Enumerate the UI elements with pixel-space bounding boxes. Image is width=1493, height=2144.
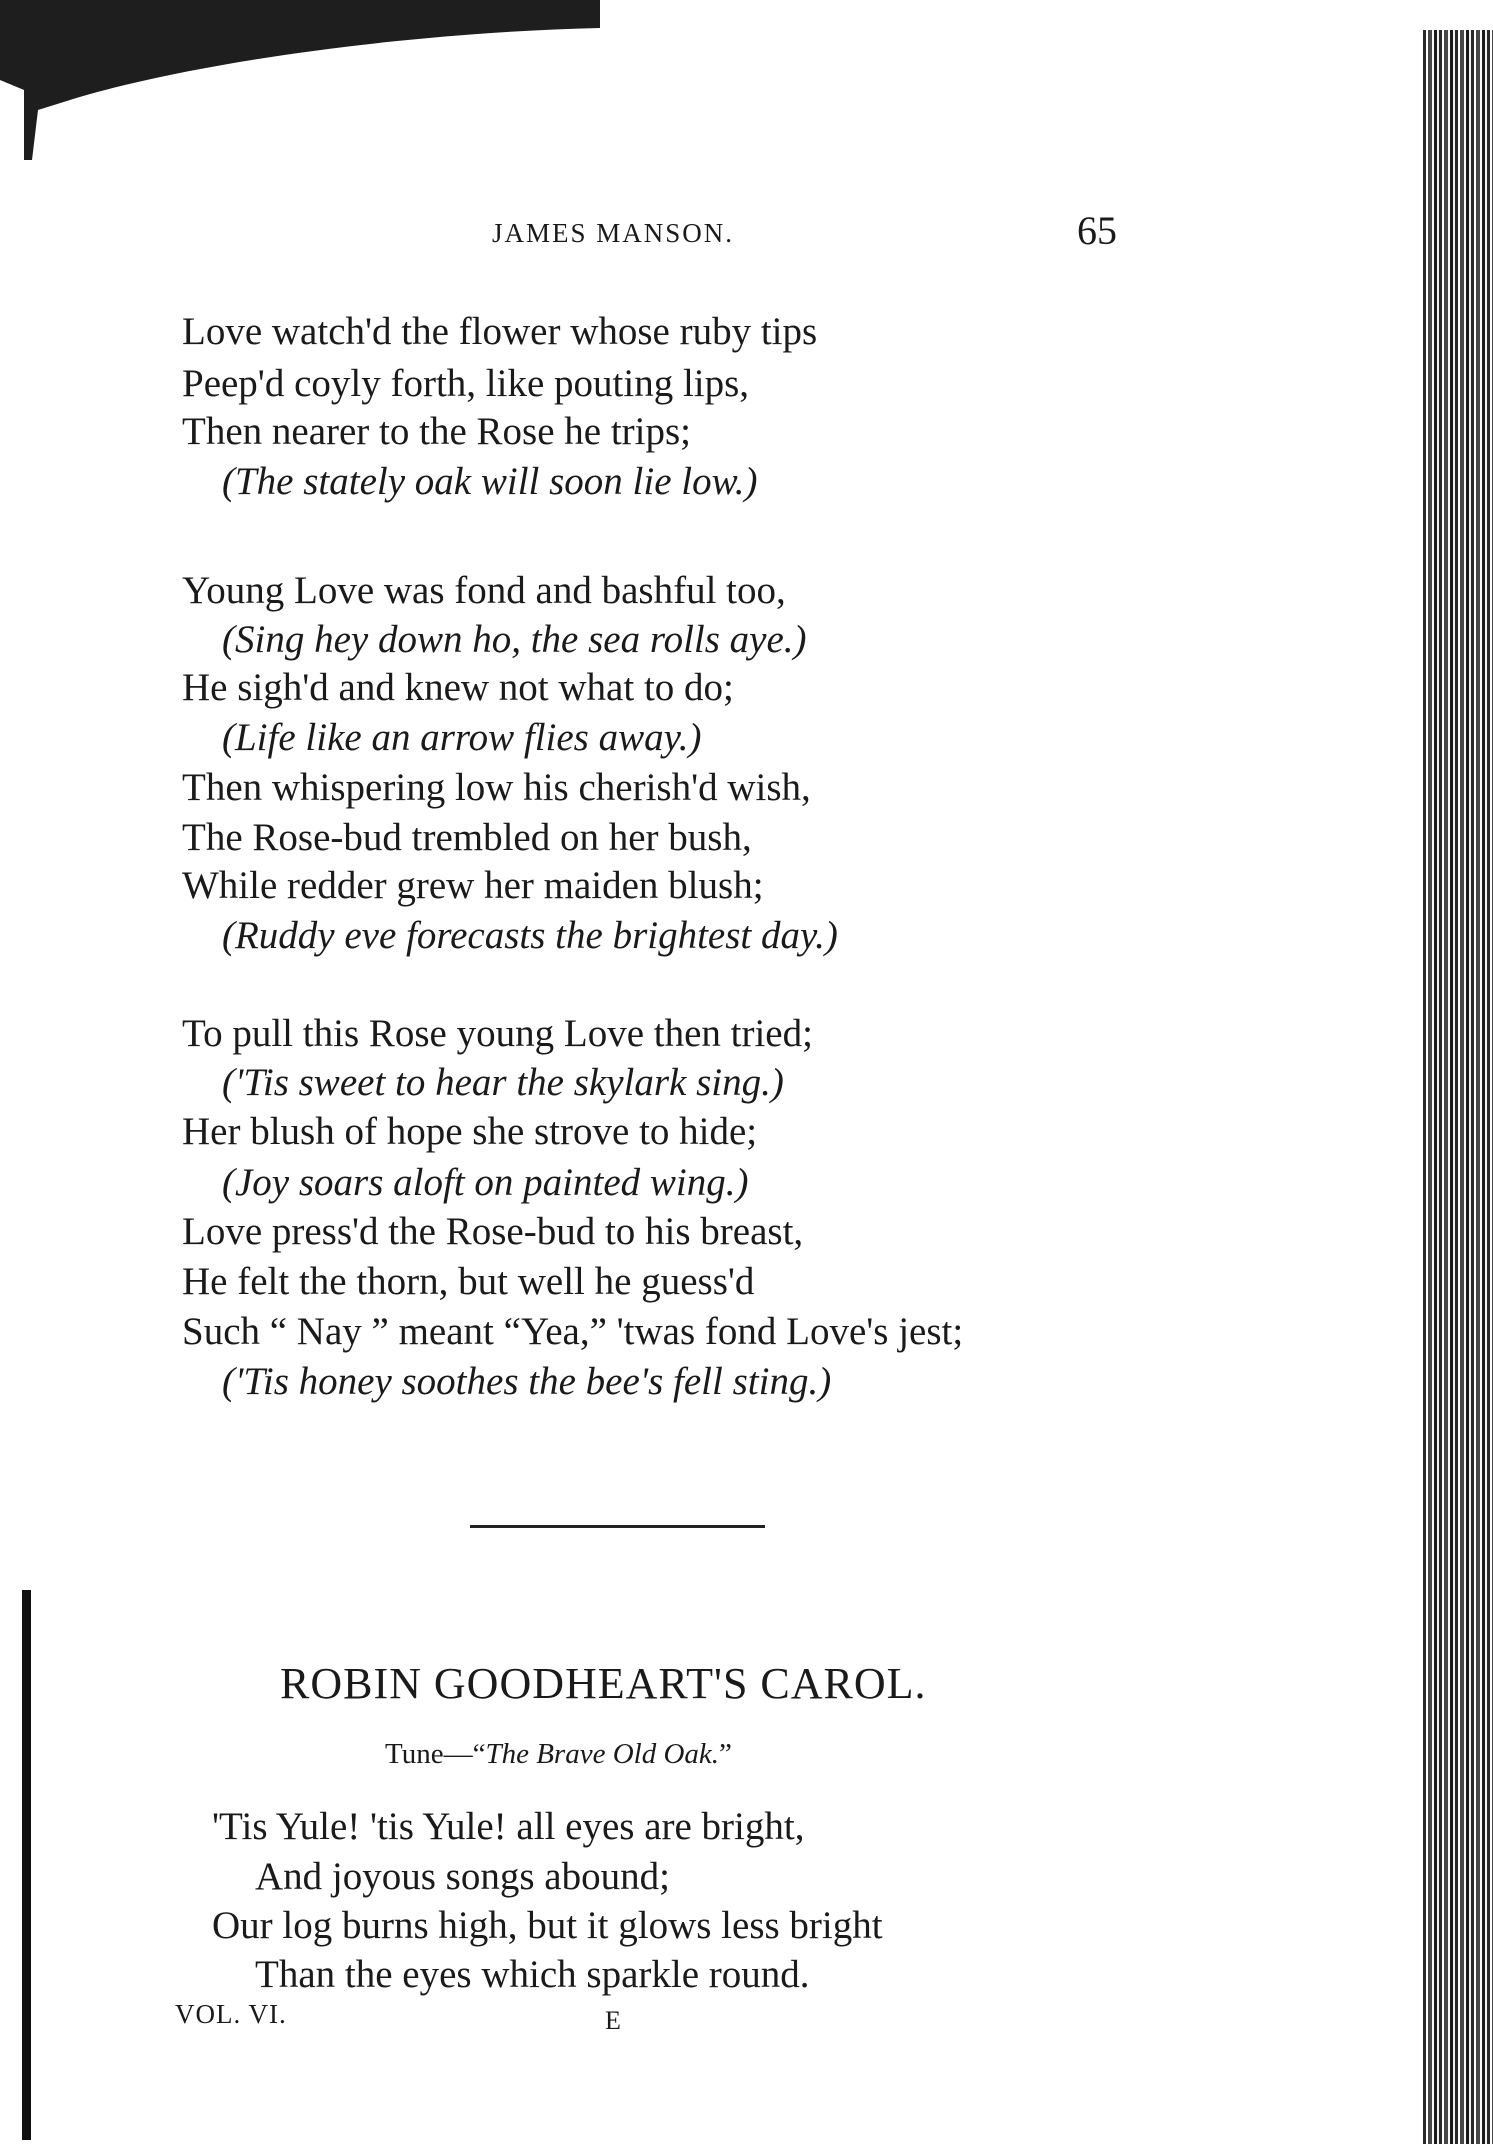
page-edge-strip: [1423, 30, 1493, 2144]
poem-line: And joyous songs abound;: [255, 1855, 670, 1898]
tune-suffix: ”: [719, 1738, 732, 1770]
refrain-line: ('Tis sweet to hear the skylark sing.): [222, 1061, 784, 1104]
binding-edge-mark: [22, 1590, 31, 2140]
running-title: JAMES MANSON.: [492, 218, 735, 248]
refrain-line: (Ruddy eve forecasts the brightest day.): [222, 914, 838, 957]
poem-line: While redder grew her maiden blush;: [182, 864, 764, 907]
poem-line: Love press'd the Rose-bud to his breast,: [182, 1210, 804, 1253]
refrain-line: (Life like an arrow flies away.): [222, 716, 702, 759]
tune-prefix: Tune—“: [385, 1738, 486, 1770]
tune-line: [385, 1738, 732, 1771]
poem-line: He felt the thorn, but well he guess'd: [182, 1260, 755, 1303]
poem-line: Such “ Nay ” meant “Yea,” 'twas fond Love's jest;: [182, 1310, 964, 1353]
refrain-line: (Joy soars aloft on painted wing.): [222, 1161, 749, 1204]
poem-line: Then nearer to the Rose he trips;: [182, 410, 691, 453]
scan-shadow-corner: [0, 0, 600, 160]
tune-name: The Brave Old Oak.: [485, 1738, 720, 1770]
poem-line: Her blush of hope she strove to hide;: [182, 1110, 758, 1153]
refrain-line: (The stately oak will soon lie low.): [222, 460, 758, 503]
poem-line: Then whispering low his cherish'd wish,: [182, 766, 811, 809]
refrain-line: ('Tis honey soothes the bee's fell sting.): [222, 1360, 832, 1403]
gathering-signature: E: [605, 2006, 621, 2035]
poem-line: Peep'd coyly forth, like pouting lips,: [182, 362, 750, 405]
section-divider: [470, 1525, 765, 1528]
poem-line: To pull this Rose young Love then tried;: [182, 1012, 813, 1055]
poem-line: He sigh'd and knew not what to do;: [182, 666, 734, 709]
poem-line: The Rose-bud trembled on her bush,: [182, 816, 752, 859]
song-title: ROBIN GOODHEART'S CAROL.: [280, 1659, 927, 1708]
poem-line: Love watch'd the flower whose ruby tips: [182, 310, 818, 353]
page-number: 65: [1077, 208, 1117, 253]
poem-line: Young Love was fond and bashful too,: [182, 569, 786, 612]
poem-line: Than the eyes which sparkle round.: [255, 1953, 810, 1996]
refrain-line: (Sing hey down ho, the sea rolls aye.): [222, 618, 807, 661]
poem-line: 'Tis Yule! 'tis Yule! all eyes are bright,: [212, 1805, 805, 1848]
volume-signature: VOL. VI.: [175, 1999, 287, 2029]
poem-line: Our log burns high, but it glows less bright: [212, 1904, 883, 1947]
